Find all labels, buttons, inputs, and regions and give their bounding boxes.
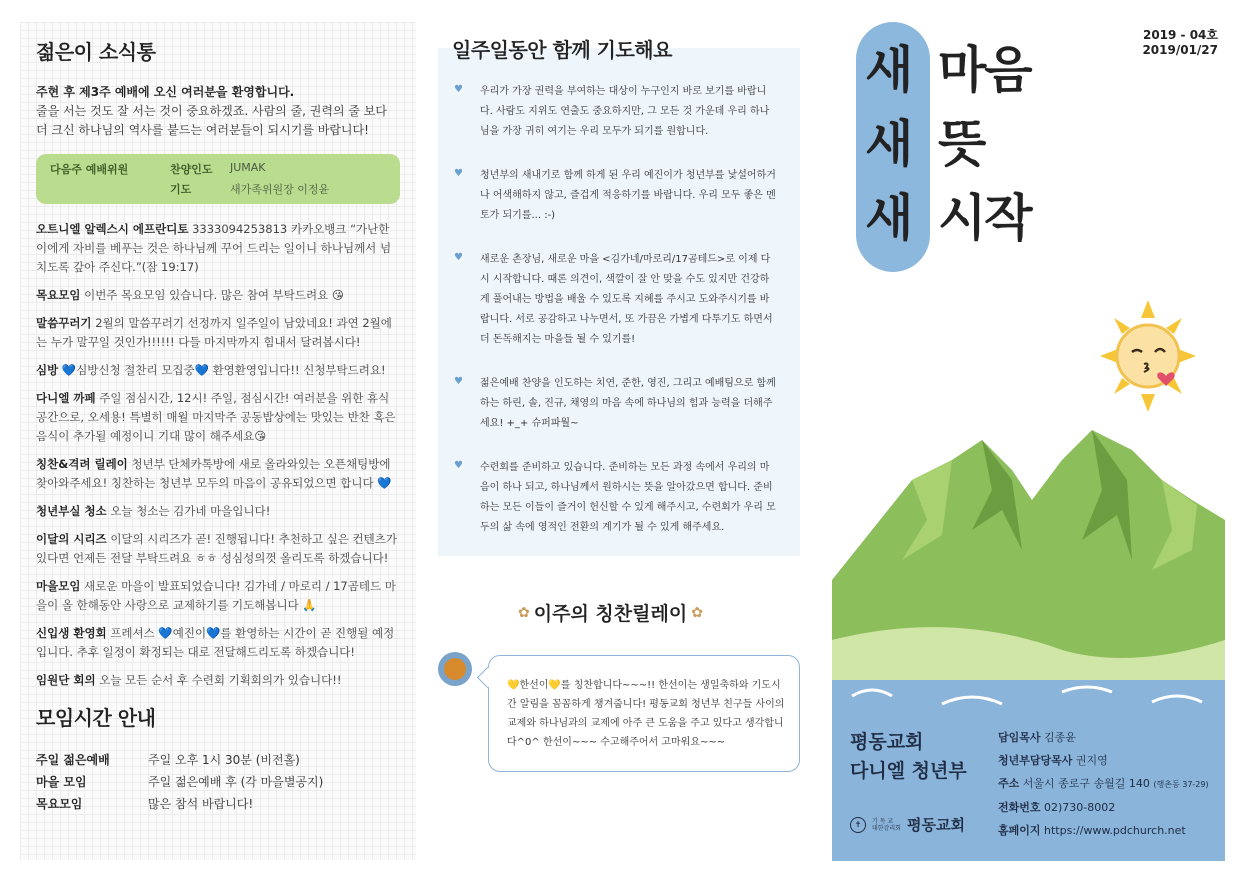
news-item-title: 다니엘 까페 <box>36 391 96 405</box>
schedule-label: 주일 젊은예배 <box>36 753 110 767</box>
worship-row-value: JUMAK <box>230 161 266 174</box>
avatar <box>438 652 472 686</box>
news-title: 젊은이 소식통 <box>36 40 156 64</box>
news-item-title: 임원단 회의 <box>36 673 96 687</box>
news-item-text: 2월의 말씀꾸러기 선정까지 일주일이 남았네요! 과연 2월에는 누가 말꾸일 것인가!!!!!! 다들 마지막까지 힘내서 달려봅시다! <box>36 316 392 349</box>
relay-heading <box>518 599 703 626</box>
news-item-text: 오늘 청소는 김가네 마을입니다! <box>106 504 271 518</box>
news-item-title: 오트니엘 알렉스시 에프란디토 <box>36 222 189 236</box>
worship-row-key: 찬양인도 <box>170 163 213 176</box>
news-item-text: 3333094253813 카카오뱅크 “가난한 이에게 자비를 베푸는 것은 하나님께 꾸어 드리는 일이니 하나님께서 넘치도록 갚아 주신다.”(잠 19:17) <box>36 222 392 274</box>
news-item-title: 이달의 시리즈 <box>36 532 107 546</box>
news-item <box>36 624 400 662</box>
issue-number: 2019 - 04호 <box>1142 28 1218 42</box>
intro-bold: 주현 후 제3주 예배에 오신 여러분을 환영합니다. <box>36 85 295 99</box>
youth-pastor-row <box>998 749 1209 772</box>
prayer-text: 청년부의 새내기로 함께 하게 된 우리 예진이가 청년부를 낯설어하거나 어색해하지 않고, 즐겁게 적응하기를 바랍니다. 우리 모두 좋은 멘토가 되기를... :-) <box>480 170 776 221</box>
worship-committee-label: 다음주 예배위원 <box>50 163 129 176</box>
church-name-line1: 평동교회 <box>850 731 924 753</box>
news-item-text: 오늘 모든 순서 후 수련회 기획회의가 있습니다!! <box>95 673 342 687</box>
news-item <box>36 314 400 352</box>
homepage-row <box>998 819 1209 842</box>
news-item <box>36 220 400 277</box>
news-panel <box>20 22 416 860</box>
news-item-title: 신입생 환영회 <box>36 626 107 640</box>
heart-icon: ♥ <box>454 84 463 95</box>
wave-decoration <box>832 680 1225 720</box>
homepage-link[interactable]: https://www.pdchurch.net <box>1044 824 1186 837</box>
schedule-label: 목요모임 <box>36 797 83 811</box>
homepage-label: 홈페이지 <box>998 824 1041 837</box>
news-item-text: 주일 점심시간, 12시! 주일, 점심시간! 여러분을 위한 휴식공간으로, 오세용! 특별히 매월 마지막주 공동밥상에는 맛있는 반찬 혹은 음식이 추가될 예정이니 기대 많이 해주세요😘 <box>36 391 396 443</box>
logo-subtext-1: 기 독 교 <box>872 817 894 825</box>
schedule-title: 모임시간 안내 <box>36 706 156 730</box>
prayer-item <box>454 166 778 226</box>
mountain-illustration <box>832 420 1246 720</box>
news-item-title: 말씀꾸러기 <box>36 316 92 330</box>
youth-pastor-name: 권지영 <box>1075 754 1108 767</box>
headline-word: 시작 <box>938 189 1031 247</box>
phone-value: 02)730-8002 <box>1044 801 1116 814</box>
news-item-text: 💙심방신청 절찬리 모집중💙 환영환영입니다!! 신청부탁드려요! <box>58 363 386 377</box>
angel-icon: ✿ <box>518 604 530 621</box>
pastor-label: 담임목사 <box>998 731 1041 744</box>
praise-text: 💛한선이💛를 칭찬합니다~~~!! 한선이는 생일축하와 기도시간 알림을 꼼꼼하게 챙겨줍니다! 평동교회 청년부 친구들 사이의 교제와 하나님과의 교제에 아주 큰 도움을 주고 있다고 생각합니다^0^ 한선이~~~ 수고해주어서 고마워요~~~ <box>507 680 785 748</box>
prayer-box <box>438 48 800 556</box>
lion-character-icon <box>444 658 466 680</box>
logo-subtext <box>872 818 901 832</box>
address-label: 주소 <box>998 777 1020 790</box>
schedule-list <box>36 749 400 815</box>
prayer-text: 새로운 촌장님, 새로운 마을 <김가네/마로리/17곰테드>로 이제 다시 시작합니다. 때론 의견이, 색깔이 잘 안 맞을 수도 있지만 건강하게 풀어내는 방법을 배울 수 있도록 지혜를 주시고 도와주시기를 바랍니다. 서로 공감하고 나누면서, 또 가끔은 가볍게 다투기도 하면서 더 돈독해지는 마을들 될 수 있기를! <box>480 254 773 345</box>
youth-pastor-label: 청년부담당목사 <box>998 754 1073 767</box>
news-item <box>36 530 400 568</box>
news-item-text: 새로운 마을이 발표되었습니다! 김가네 / 마로리 / 17곰테드 마을이 올 한해동안 사랑으로 교제하기를 기도해봅니다 🙏 <box>36 579 396 612</box>
news-list <box>36 220 400 690</box>
heart-icon: ♥ <box>454 252 463 263</box>
church-info <box>998 726 1209 842</box>
prayer-item <box>454 458 778 538</box>
intro-text <box>36 83 400 140</box>
heart-icon: ♥ <box>454 460 463 471</box>
headline-first-char: 새 <box>865 115 912 173</box>
news-item <box>36 455 400 493</box>
cover-panel <box>832 0 1246 881</box>
methodist-emblem-icon: ✝ <box>850 817 866 833</box>
prayer-text: 우리가 가장 권력을 부여하는 대상이 누구인지 바로 보기를 바랍니다. 사람도 지위도 연출도 중요하지만, 그 모든 것 가운데 우리 하나님을 가장 귀히 여기는 우리 모두가 되기를 원합니다. <box>480 86 770 137</box>
issue-date: 2019/01/27 <box>1142 43 1218 57</box>
schedule-label: 마을 모임 <box>36 775 87 789</box>
pastor-row <box>998 726 1209 749</box>
headline-first-char: 새 <box>865 41 912 99</box>
intro-rest: 줄을 서는 것도 잘 서는 것이 중요하겠죠. 사람의 줄, 권력의 줄 보다 더 크신 하나님의 역사를 붙드는 여러분들이 되시기를 바랍니다! <box>36 104 387 137</box>
prayer-item <box>454 374 778 434</box>
prayer-item <box>454 250 778 350</box>
schedule-row <box>36 793 400 815</box>
news-item <box>36 389 400 446</box>
praise-bubble <box>488 655 800 772</box>
headline-first-char: 새 <box>865 189 912 247</box>
church-name <box>850 728 967 786</box>
heart-icon: ♥ <box>454 168 463 179</box>
schedule-value: 주일 젊은예배 후 (각 마을별공지) <box>148 775 324 789</box>
prayer-text: 수련회를 준비하고 있습니다. 준비하는 모든 과정 속에서 우리의 마음이 하나 되고, 하나님께서 원하시는 뜻을 알아갔으면 합니다. 준비하는 모든 이들이 즐거이 헌신할 수 있게 해주시고, 수련회가 우리 모두의 삶 속에 영적인 전환의 계기가 될 수 있게 해주세요. <box>480 462 776 533</box>
pastor-name: 김종윤 <box>1044 731 1076 744</box>
sun-kiss-icon <box>1100 300 1196 412</box>
news-item-title: 칭찬&격려 릴레이 <box>36 457 128 471</box>
headline-word: 마음 <box>938 41 1031 99</box>
news-item <box>36 671 400 690</box>
news-item-text: 프레셔스 💙예진이💙를 환영하는 시간이 곧 진행될 예정입니다. 추후 일정이 확정되는 대로 전달해드리도록 하겠습니다! <box>36 626 395 659</box>
news-item-title: 심방 <box>36 363 59 377</box>
church-logo <box>850 814 965 835</box>
heart-icon: ♥ <box>454 376 463 387</box>
worship-row-key: 기도 <box>170 183 192 196</box>
schedule-value: 많은 참석 바랍니다! <box>148 797 254 811</box>
address-value: 서울시 종로구 송월길 140 <box>1022 777 1150 790</box>
angel-icon: ✿ <box>691 604 703 621</box>
issue-info <box>1142 28 1218 58</box>
schedule-value: 주일 오후 1시 30분 (비전홀) <box>148 753 300 767</box>
church-name-line2: 다니엘 청년부 <box>850 760 967 782</box>
address-row <box>998 772 1209 796</box>
prayer-title: 일주일동안 함께 기도해요 <box>452 38 672 62</box>
news-item-title: 마을모임 <box>36 579 81 593</box>
news-item-title: 청년부실 청소 <box>36 504 107 518</box>
headline-word: 뜻 <box>938 115 985 173</box>
prayer-item <box>454 82 778 142</box>
phone-label: 전화번호 <box>998 801 1041 814</box>
church-footer <box>832 680 1225 861</box>
address-note: (행촌동 37-29) <box>1153 780 1209 789</box>
phone-row <box>998 796 1209 819</box>
news-item <box>36 286 400 305</box>
worship-committee-box <box>36 154 400 204</box>
prayer-text: 젊은예배 찬양을 인도하는 치연, 준한, 영진, 그리고 예배팀으로 함께하는 하린, 솔, 진규, 채영의 마음 속에 하나님의 힘과 능력을 더해주세요! +_+ 슈퍼파월~ <box>480 378 776 429</box>
worship-row-value: 새가족위원장 이정윤 <box>230 183 330 196</box>
news-item <box>36 502 400 521</box>
logo-name: 평동교회 <box>906 816 965 834</box>
news-item-text: 청년부 단체카톡방에 새로 올라와있는 오픈채팅방에 찾아와주세요! 칭찬하는 청년부 모두의 마음이 공유되었으면 합니다 💙 <box>36 457 392 490</box>
schedule-row <box>36 771 400 793</box>
news-item-title: 목요모임 <box>36 288 81 302</box>
logo-subtext-2: 대한감리회 <box>872 824 901 832</box>
relay-title: 이주의 칭찬릴레이 <box>533 603 688 625</box>
schedule-row <box>36 749 400 771</box>
news-item <box>36 361 400 380</box>
news-item-text: 이번주 목요모임 있습니다. 많은 참여 부탁드려요 😘 <box>80 288 344 302</box>
news-item-text: 이달의 시리즈가 곧! 진행됩니다! 추천하고 싶은 컨텐츠가 있다면 언제든 전달 부탁드려요 ㅎㅎ 성심성의껏 올리도록 하겠습니다! <box>36 532 397 565</box>
news-item <box>36 577 400 615</box>
